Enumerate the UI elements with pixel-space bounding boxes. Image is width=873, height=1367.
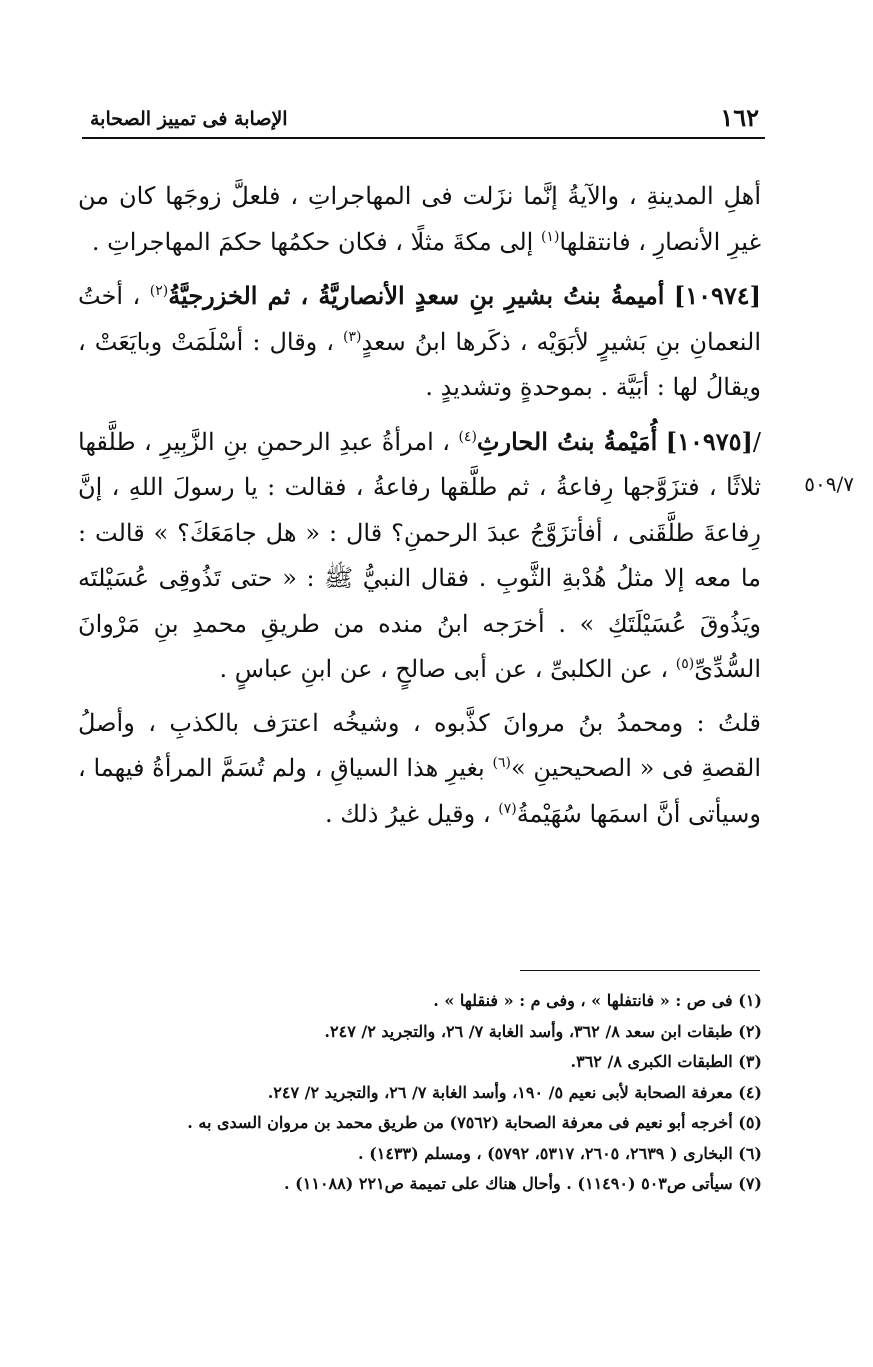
footnotes bbox=[82, 986, 762, 1200]
text-run: ، امرأةُ عبدِ الرحمنِ بنِ الزَّبِيرِ ، طلَّقها ثلاثًا ، فتزَوَّجها رِفاعةُ ، ثم طلَّقها رفاعةُ ، فقالت : يا رسولَ اللهِ ، إنَّ رِفاعةَ طلَّقَنى ، أفأتزَوَّجُ عبدَ الرحمنِ؟ قال : « هل جامَعَكَ؟ » قالت : ما معه إلا مثلُ هُدْبةِ الثَّوبِ . فقال النبيُّ ﷺ : « حتى تَذُوقِى عُسَيْلتَه ويَذُوقَ عُسَيْلَتَكِ » . أخرَجه ابنُ منده من طريقِ محمدِ بنِ مَرْوانَ السُّدِّىِّ bbox=[78, 427, 762, 683]
header-rule bbox=[82, 137, 765, 139]
text-run: ، عن الكلبىِّ ، عن أبى صالحٍ ، عن ابنِ عباسٍ . bbox=[219, 655, 676, 683]
footnote: (١) فى ص : « فانتفلها » ، وفى م : « فنقلها » . bbox=[433, 991, 762, 1010]
footnote-ref: (٢) bbox=[149, 283, 169, 299]
footnote: (٦) البخارى ( ٢٦٣٩، ٢٦٠٥، ٥٣١٧، ٥٧٩٢) ، ومسلم (١٤٣٣) . bbox=[358, 1143, 762, 1163]
footnote: (٧) سيأتى ص٥٠٣ (١١٤٩٠) . وأحال هناك على تميمة ص٢٢١ (١١٠٨٨) . bbox=[284, 1174, 762, 1193]
main-text bbox=[78, 174, 761, 837]
text-run bbox=[657, 428, 665, 456]
footnote-ref: (٦) bbox=[492, 755, 511, 771]
footnote: (٤) معرفة الصحابة لأبى نعيم ٥/ ١٩٠، وأسد الغابة ٧/ ٢٦، والتجريد ٢/ ٢٤٧. bbox=[267, 1082, 762, 1102]
running-title: الإصابة فى تمييز الصحابة bbox=[90, 108, 288, 130]
margin-note: ٥٠٩/٧ bbox=[804, 472, 854, 496]
entry-paragraph bbox=[78, 419, 761, 693]
entry-name: أُمَيْمةُ بنتُ الحارثِ bbox=[476, 426, 658, 456]
entry-paragraph bbox=[78, 273, 761, 411]
text-run bbox=[664, 282, 673, 310]
footnote-ref: (٥) bbox=[675, 656, 695, 672]
text-run: ، وقال : أسْلَمَتْ وبايَعَتْ ، ويقالُ لها : أبَيَّة . بموحدةٍ وتشديدٍ . bbox=[78, 327, 761, 401]
footnote-ref: (٣) bbox=[343, 328, 362, 345]
text-paragraph bbox=[78, 174, 761, 265]
footnote-rule bbox=[520, 970, 760, 971]
text-run: بغيرِ هذا السياقِ ، ولم تُسَمَّ المرأةُ فيهما ، وسيأتى أنَّ اسمَها سُهَيْمةُ bbox=[78, 754, 761, 828]
text-paragraph bbox=[78, 701, 761, 838]
text-run: ، أختُ النعمانِ بنِ بَشيرٍ لأبَوَيْه ، ذكَرها ابنُ سعدٍ bbox=[78, 282, 761, 356]
entry-name: أميمةُ بنتُ بشيرِ بنِ سعدٍ الأنصاريَّةُ ، ثم الخزرجيَّةُ bbox=[168, 281, 665, 310]
entry-number: [١٠٩٧٤] bbox=[673, 281, 762, 310]
text-run: أهلِ المدينةِ ، والآيةُ إنَّما نزَلت فى المهاجراتِ ، فلعلَّ زوجَها كان من غيرِ الأنصارِ ، فانتقلها bbox=[78, 182, 761, 256]
text-run: / bbox=[752, 427, 761, 456]
entry-number: [١٠٩٧٥] bbox=[665, 426, 753, 456]
footnote-ref: (٧) bbox=[498, 800, 517, 817]
footnote: (٥) أخرجه أبو نعيم فى معرفة الصحابة (٧٥٦٢) من طريق محمد بن مروان السدى به . bbox=[187, 1113, 762, 1132]
text-run: إلى مكةَ مثلًا ، فكان حكمُها حكمَ المهاجراتِ . bbox=[91, 227, 541, 256]
text-run: ، وقيل غيرُ ذلك . bbox=[324, 799, 499, 828]
footnote-ref: (٤) bbox=[458, 428, 477, 445]
page-header bbox=[82, 92, 765, 132]
page-number: ١٦٢ bbox=[720, 103, 759, 132]
footnote: (٢) طبقات ابن سعد ٨/ ٣٦٢، وأسد الغابة ٧/ ٢٦، والتجريد ٢/ ٢٤٧. bbox=[324, 1021, 762, 1041]
text-run: قلتُ : ومحمدُ بنُ مروانَ كذَّبوه ، وشيخُه اعترَف بالكذبِ ، وأصلُ القصةِ فى « الصحيحينِ » bbox=[78, 708, 761, 782]
footnote: (٣) الطبقات الكبرى ٨/ ٣٦٢. bbox=[570, 1052, 762, 1071]
footnote-ref: (١) bbox=[540, 228, 560, 245]
